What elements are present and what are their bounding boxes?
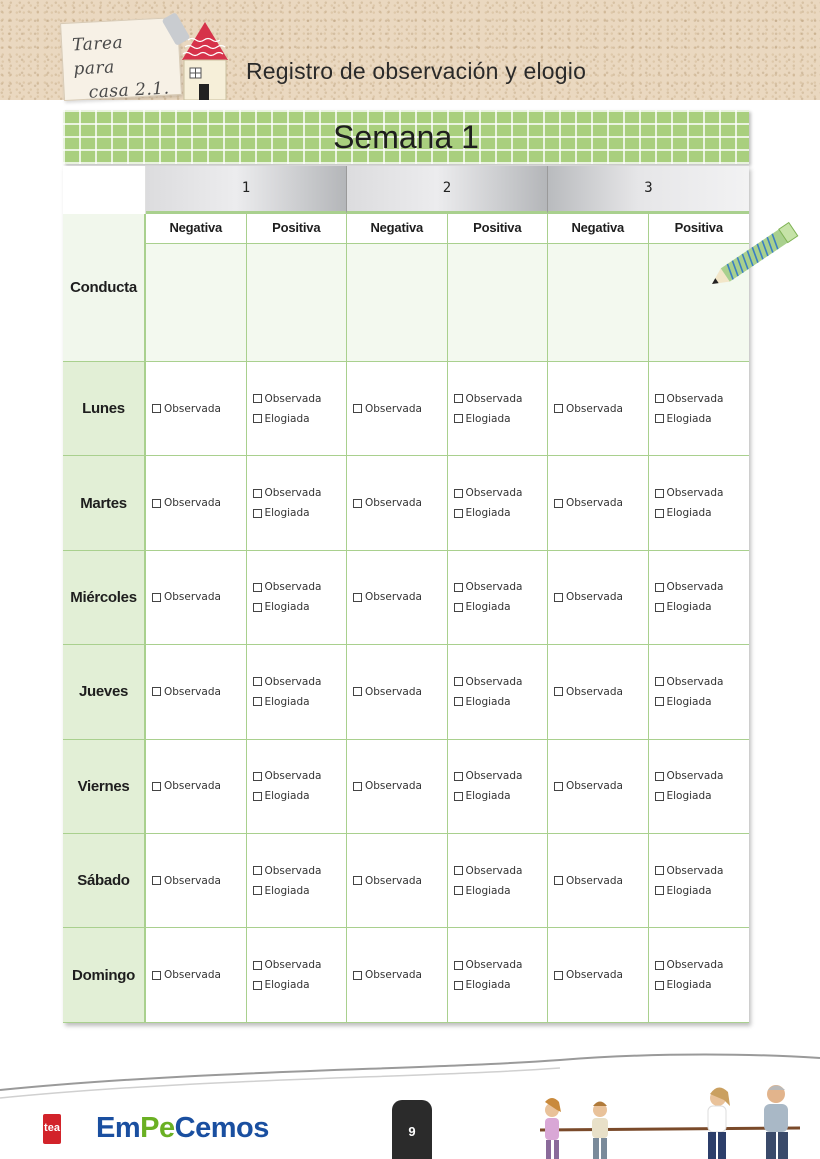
elogiada-label: Elogiada xyxy=(465,884,511,897)
negativa-check-cell xyxy=(146,362,247,456)
observada-label: Observada xyxy=(666,675,724,688)
elogiada-label: Elogiada xyxy=(264,412,310,425)
elogiada-label: Elogiada xyxy=(666,790,712,803)
note-line-2: casa 2.1. xyxy=(88,78,170,103)
observada-label: Observada xyxy=(365,497,422,510)
subheader-positiva: Positiva xyxy=(448,214,549,244)
positiva-check-cell xyxy=(448,740,549,834)
negativa-check-cell xyxy=(548,834,649,928)
positiva-check-cell xyxy=(448,456,549,550)
observada-label: Observada xyxy=(164,685,221,698)
elogiada-checkbox[interactable] xyxy=(655,414,664,423)
tea-logo-text: tea xyxy=(44,1122,60,1134)
observada-option[interactable] xyxy=(152,969,246,981)
elogiada-label: Elogiada xyxy=(465,790,511,803)
positiva-check-cell xyxy=(247,456,348,550)
observada-label: Observada xyxy=(465,959,523,972)
negativa-check-cell xyxy=(347,456,448,550)
conducta-input-cell[interactable] xyxy=(247,244,348,362)
elogiada-checkbox[interactable] xyxy=(253,981,262,990)
observada-label: Observada xyxy=(465,392,523,405)
observada-label: Observada xyxy=(264,392,322,405)
observada-label: Observada xyxy=(365,591,422,604)
negativa-check-cell xyxy=(347,362,448,456)
elogiada-label: Elogiada xyxy=(666,507,712,520)
observada-label: Observada xyxy=(566,874,623,887)
observada-option[interactable] xyxy=(554,780,648,792)
elogiada-checkbox[interactable] xyxy=(253,509,262,518)
elogiada-checkbox[interactable] xyxy=(655,981,664,990)
negativa-check-cell xyxy=(146,928,247,1022)
negativa-check-cell xyxy=(548,362,649,456)
observada-option[interactable] xyxy=(353,969,447,981)
positiva-check-cell xyxy=(649,362,750,456)
subheader-negativa: Negativa xyxy=(548,214,649,244)
positiva-check-cell xyxy=(649,551,750,645)
observada-checkbox[interactable] xyxy=(152,404,161,413)
elogiada-checkbox[interactable] xyxy=(454,509,463,518)
observada-label: Observada xyxy=(365,969,422,982)
conducta-input-cell[interactable] xyxy=(347,244,448,362)
elogiada-option[interactable] xyxy=(454,885,548,897)
observada-checkbox[interactable] xyxy=(353,404,362,413)
observada-checkbox[interactable] xyxy=(454,583,463,592)
observada-option[interactable] xyxy=(655,393,750,405)
day-row-label: Domingo xyxy=(63,928,146,1022)
observada-checkbox[interactable] xyxy=(655,394,664,403)
observada-checkbox[interactable] xyxy=(454,961,463,970)
elogiada-option[interactable] xyxy=(253,507,347,519)
observada-label: Observada xyxy=(566,685,623,698)
observada-checkbox[interactable] xyxy=(655,583,664,592)
observada-checkbox[interactable] xyxy=(554,687,563,696)
positiva-check-cell xyxy=(247,362,348,456)
observada-checkbox[interactable] xyxy=(554,876,563,885)
observada-option[interactable] xyxy=(152,403,246,415)
elogiada-option[interactable] xyxy=(454,979,548,991)
observada-option[interactable] xyxy=(253,581,347,593)
positiva-check-cell xyxy=(247,740,348,834)
observada-label: Observada xyxy=(566,780,623,793)
elogiada-option[interactable] xyxy=(454,413,548,425)
conducta-input-cell[interactable] xyxy=(548,244,649,362)
observada-option[interactable] xyxy=(554,686,648,698)
observada-checkbox[interactable] xyxy=(454,677,463,686)
negativa-check-cell xyxy=(548,456,649,550)
elogiada-option[interactable] xyxy=(253,601,347,613)
observada-label: Observada xyxy=(164,497,221,510)
observada-label: Observada xyxy=(264,864,322,877)
observada-checkbox[interactable] xyxy=(353,782,362,791)
elogiada-checkbox[interactable] xyxy=(454,886,463,895)
day-row-label: Lunes xyxy=(63,362,146,456)
observada-option[interactable] xyxy=(655,959,750,971)
negativa-check-cell xyxy=(347,740,448,834)
observada-checkbox[interactable] xyxy=(353,876,362,885)
elogiada-label: Elogiada xyxy=(465,695,511,708)
positiva-check-cell xyxy=(247,551,348,645)
observada-option[interactable] xyxy=(253,676,347,688)
positiva-check-cell xyxy=(247,645,348,739)
observada-option[interactable] xyxy=(253,393,347,405)
observada-option[interactable] xyxy=(655,865,750,877)
brand-logo: EmPeCemos xyxy=(96,1112,269,1144)
observada-checkbox[interactable] xyxy=(454,394,463,403)
observada-checkbox[interactable] xyxy=(655,489,664,498)
elogiada-checkbox[interactable] xyxy=(655,697,664,706)
observada-label: Observada xyxy=(566,591,623,604)
positiva-check-cell xyxy=(448,928,549,1022)
observada-option[interactable] xyxy=(152,875,246,887)
elogiada-label: Elogiada xyxy=(465,412,511,425)
observada-checkbox[interactable] xyxy=(454,866,463,875)
note-line-1: Tarea para xyxy=(71,32,124,80)
observada-checkbox[interactable] xyxy=(454,772,463,781)
observada-label: Observada xyxy=(666,392,724,405)
elogiada-checkbox[interactable] xyxy=(454,981,463,990)
elogiada-label: Elogiada xyxy=(666,695,712,708)
observada-checkbox[interactable] xyxy=(655,961,664,970)
observada-label: Observada xyxy=(164,780,221,793)
negativa-check-cell xyxy=(146,645,247,739)
observada-checkbox[interactable] xyxy=(253,394,262,403)
observada-label: Observada xyxy=(465,581,523,594)
elogiada-label: Elogiada xyxy=(666,601,712,614)
elogiada-label: Elogiada xyxy=(264,790,310,803)
observada-checkbox[interactable] xyxy=(353,593,362,602)
elogiada-checkbox[interactable] xyxy=(655,509,664,518)
observada-option[interactable] xyxy=(353,686,447,698)
observada-option[interactable] xyxy=(554,591,648,603)
observada-label: Observada xyxy=(566,497,623,510)
observada-label: Observada xyxy=(365,402,422,415)
negativa-check-cell xyxy=(548,928,649,1022)
elogiada-option[interactable] xyxy=(454,601,548,613)
observada-checkbox[interactable] xyxy=(554,404,563,413)
elogiada-option[interactable] xyxy=(454,696,548,708)
week-title: Semana 1 xyxy=(333,119,479,155)
observada-label: Observada xyxy=(365,874,422,887)
positiva-check-cell xyxy=(448,645,549,739)
observada-option[interactable] xyxy=(655,676,750,688)
observada-option[interactable] xyxy=(554,875,648,887)
elogiada-option[interactable] xyxy=(655,979,750,991)
observada-label: Observada xyxy=(465,770,523,783)
observada-checkbox[interactable] xyxy=(554,782,563,791)
observada-checkbox[interactable] xyxy=(152,782,161,791)
observada-checkbox[interactable] xyxy=(152,876,161,885)
observada-option[interactable] xyxy=(454,770,548,782)
observada-label: Observada xyxy=(365,685,422,698)
observada-option[interactable] xyxy=(554,403,648,415)
elogiada-label: Elogiada xyxy=(264,601,310,614)
elogiada-option[interactable] xyxy=(253,696,347,708)
observada-label: Observada xyxy=(666,864,724,877)
subheader-negativa: Negativa xyxy=(146,214,247,244)
observada-checkbox[interactable] xyxy=(454,489,463,498)
positiva-check-cell xyxy=(448,362,549,456)
elogiada-label: Elogiada xyxy=(666,979,712,992)
day-row-label: Viernes xyxy=(63,740,146,834)
conducta-label: Conducta xyxy=(63,214,146,362)
observada-checkbox[interactable] xyxy=(253,489,262,498)
observada-option[interactable] xyxy=(454,581,548,593)
subheader-negativa: Negativa xyxy=(347,214,448,244)
observada-checkbox[interactable] xyxy=(554,971,563,980)
elogiada-label: Elogiada xyxy=(264,979,310,992)
observada-option[interactable] xyxy=(454,959,548,971)
observada-label: Observada xyxy=(465,675,523,688)
observada-label: Observada xyxy=(264,959,322,972)
observada-option[interactable] xyxy=(152,780,246,792)
elogiada-option[interactable] xyxy=(655,790,750,802)
elogiada-checkbox[interactable] xyxy=(253,414,262,423)
observada-label: Observada xyxy=(164,402,221,415)
elogiada-option[interactable] xyxy=(253,979,347,991)
day-row-label: Miércoles xyxy=(63,551,146,645)
observada-option[interactable] xyxy=(253,865,347,877)
observation-table xyxy=(63,166,749,1023)
day-row-label: Sábado xyxy=(63,834,146,928)
observada-checkbox[interactable] xyxy=(655,677,664,686)
day-number-3: 3 xyxy=(548,166,749,214)
negativa-check-cell xyxy=(347,928,448,1022)
elogiada-option[interactable] xyxy=(655,885,750,897)
observada-label: Observada xyxy=(365,780,422,793)
table-corner xyxy=(63,166,146,214)
observada-checkbox[interactable] xyxy=(655,866,664,875)
homework-note xyxy=(60,17,182,101)
day-row-label: Jueves xyxy=(63,645,146,739)
elogiada-option[interactable] xyxy=(253,885,347,897)
positiva-check-cell xyxy=(448,834,549,928)
negativa-check-cell xyxy=(548,740,649,834)
positiva-check-cell xyxy=(649,740,750,834)
observada-option[interactable] xyxy=(454,865,548,877)
elogiada-option[interactable] xyxy=(655,507,750,519)
observada-checkbox[interactable] xyxy=(655,772,664,781)
negativa-check-cell xyxy=(146,740,247,834)
elogiada-checkbox[interactable] xyxy=(253,886,262,895)
elogiada-option[interactable] xyxy=(655,413,750,425)
day-row-label: Martes xyxy=(63,456,146,550)
observada-option[interactable] xyxy=(152,591,246,603)
observada-checkbox[interactable] xyxy=(554,593,563,602)
observada-label: Observada xyxy=(666,487,724,500)
observada-checkbox[interactable] xyxy=(152,499,161,508)
observada-checkbox[interactable] xyxy=(353,971,362,980)
observada-label: Observada xyxy=(566,402,623,415)
negativa-check-cell xyxy=(146,551,247,645)
positiva-check-cell xyxy=(649,456,750,550)
observada-label: Observada xyxy=(465,864,523,877)
elogiada-option[interactable] xyxy=(655,696,750,708)
negativa-check-cell xyxy=(347,834,448,928)
observada-label: Observada xyxy=(566,969,623,982)
observada-option[interactable] xyxy=(152,686,246,698)
elogiada-label: Elogiada xyxy=(666,884,712,897)
negativa-check-cell xyxy=(347,551,448,645)
observada-label: Observada xyxy=(164,591,221,604)
observada-label: Observada xyxy=(164,969,221,982)
observada-option[interactable] xyxy=(353,780,447,792)
observada-option[interactable] xyxy=(454,487,548,499)
day-number-2: 2 xyxy=(347,166,548,214)
elogiada-checkbox[interactable] xyxy=(655,603,664,612)
observada-checkbox[interactable] xyxy=(253,677,262,686)
elogiada-checkbox[interactable] xyxy=(454,697,463,706)
positiva-check-cell xyxy=(247,834,348,928)
page-number: 9 xyxy=(408,1124,416,1139)
elogiada-option[interactable] xyxy=(454,790,548,802)
observada-label: Observada xyxy=(666,959,724,972)
observada-option[interactable] xyxy=(253,959,347,971)
negativa-check-cell xyxy=(347,645,448,739)
observada-checkbox[interactable] xyxy=(253,866,262,875)
positiva-check-cell xyxy=(649,645,750,739)
observada-checkbox[interactable] xyxy=(253,961,262,970)
observada-label: Observada xyxy=(666,581,724,594)
elogiada-checkbox[interactable] xyxy=(253,697,262,706)
observada-checkbox[interactable] xyxy=(152,687,161,696)
positiva-check-cell xyxy=(247,928,348,1022)
observada-checkbox[interactable] xyxy=(353,687,362,696)
negativa-check-cell xyxy=(548,551,649,645)
elogiada-label: Elogiada xyxy=(465,601,511,614)
observada-label: Observada xyxy=(264,770,322,783)
subheader-positiva: Positiva xyxy=(247,214,348,244)
negativa-check-cell xyxy=(146,834,247,928)
elogiada-option[interactable] xyxy=(253,790,347,802)
elogiada-checkbox[interactable] xyxy=(454,603,463,612)
observada-option[interactable] xyxy=(353,591,447,603)
observada-checkbox[interactable] xyxy=(353,499,362,508)
observada-checkbox[interactable] xyxy=(253,772,262,781)
conducta-input-cell[interactable] xyxy=(448,244,549,362)
elogiada-checkbox[interactable] xyxy=(655,792,664,801)
elogiada-option[interactable] xyxy=(454,507,548,519)
observada-option[interactable] xyxy=(253,770,347,782)
observada-checkbox[interactable] xyxy=(152,971,161,980)
house-icon xyxy=(178,20,232,100)
week-banner xyxy=(63,110,749,164)
positiva-check-cell xyxy=(448,551,549,645)
observada-checkbox[interactable] xyxy=(152,593,161,602)
observada-option[interactable] xyxy=(353,875,447,887)
day-number-1: 1 xyxy=(146,166,347,214)
observada-label: Observada xyxy=(264,675,322,688)
observada-label: Observada xyxy=(666,770,724,783)
observada-option[interactable] xyxy=(353,403,447,415)
elogiada-label: Elogiada xyxy=(264,884,310,897)
negativa-check-cell xyxy=(548,645,649,739)
observada-option[interactable] xyxy=(152,497,246,509)
conducta-input-cell[interactable] xyxy=(146,244,247,362)
observada-label: Observada xyxy=(264,581,322,594)
page-title: Registro de observación y elogio xyxy=(246,58,587,84)
observada-label: Observada xyxy=(164,874,221,887)
elogiada-label: Elogiada xyxy=(666,412,712,425)
observada-option[interactable] xyxy=(655,581,750,593)
elogiada-label: Elogiada xyxy=(264,507,310,520)
elogiada-checkbox[interactable] xyxy=(454,414,463,423)
observada-option[interactable] xyxy=(353,497,447,509)
elogiada-checkbox[interactable] xyxy=(253,603,262,612)
observada-checkbox[interactable] xyxy=(253,583,262,592)
subheader-positiva: Positiva xyxy=(649,214,750,244)
observada-option[interactable] xyxy=(554,497,648,509)
elogiada-label: Elogiada xyxy=(465,979,511,992)
elogiada-label: Elogiada xyxy=(264,695,310,708)
positiva-check-cell xyxy=(649,928,750,1022)
negativa-check-cell xyxy=(146,456,247,550)
observada-option[interactable] xyxy=(655,487,750,499)
elogiada-checkbox[interactable] xyxy=(253,792,262,801)
observada-option[interactable] xyxy=(454,676,548,688)
observada-option[interactable] xyxy=(454,393,548,405)
observada-label: Observada xyxy=(465,487,523,500)
observation-grid xyxy=(63,166,749,1023)
observada-option[interactable] xyxy=(253,487,347,499)
observada-option[interactable] xyxy=(554,969,648,981)
observada-label: Observada xyxy=(264,487,322,500)
elogiada-option[interactable] xyxy=(253,413,347,425)
elogiada-checkbox[interactable] xyxy=(454,792,463,801)
observada-option[interactable] xyxy=(655,770,750,782)
elogiada-label: Elogiada xyxy=(465,507,511,520)
pencil-icon xyxy=(706,206,810,290)
elogiada-option[interactable] xyxy=(655,601,750,613)
elogiada-checkbox[interactable] xyxy=(655,886,664,895)
tug-of-war-illustration xyxy=(530,1080,810,1159)
observada-checkbox[interactable] xyxy=(554,499,563,508)
positiva-check-cell xyxy=(649,834,750,928)
